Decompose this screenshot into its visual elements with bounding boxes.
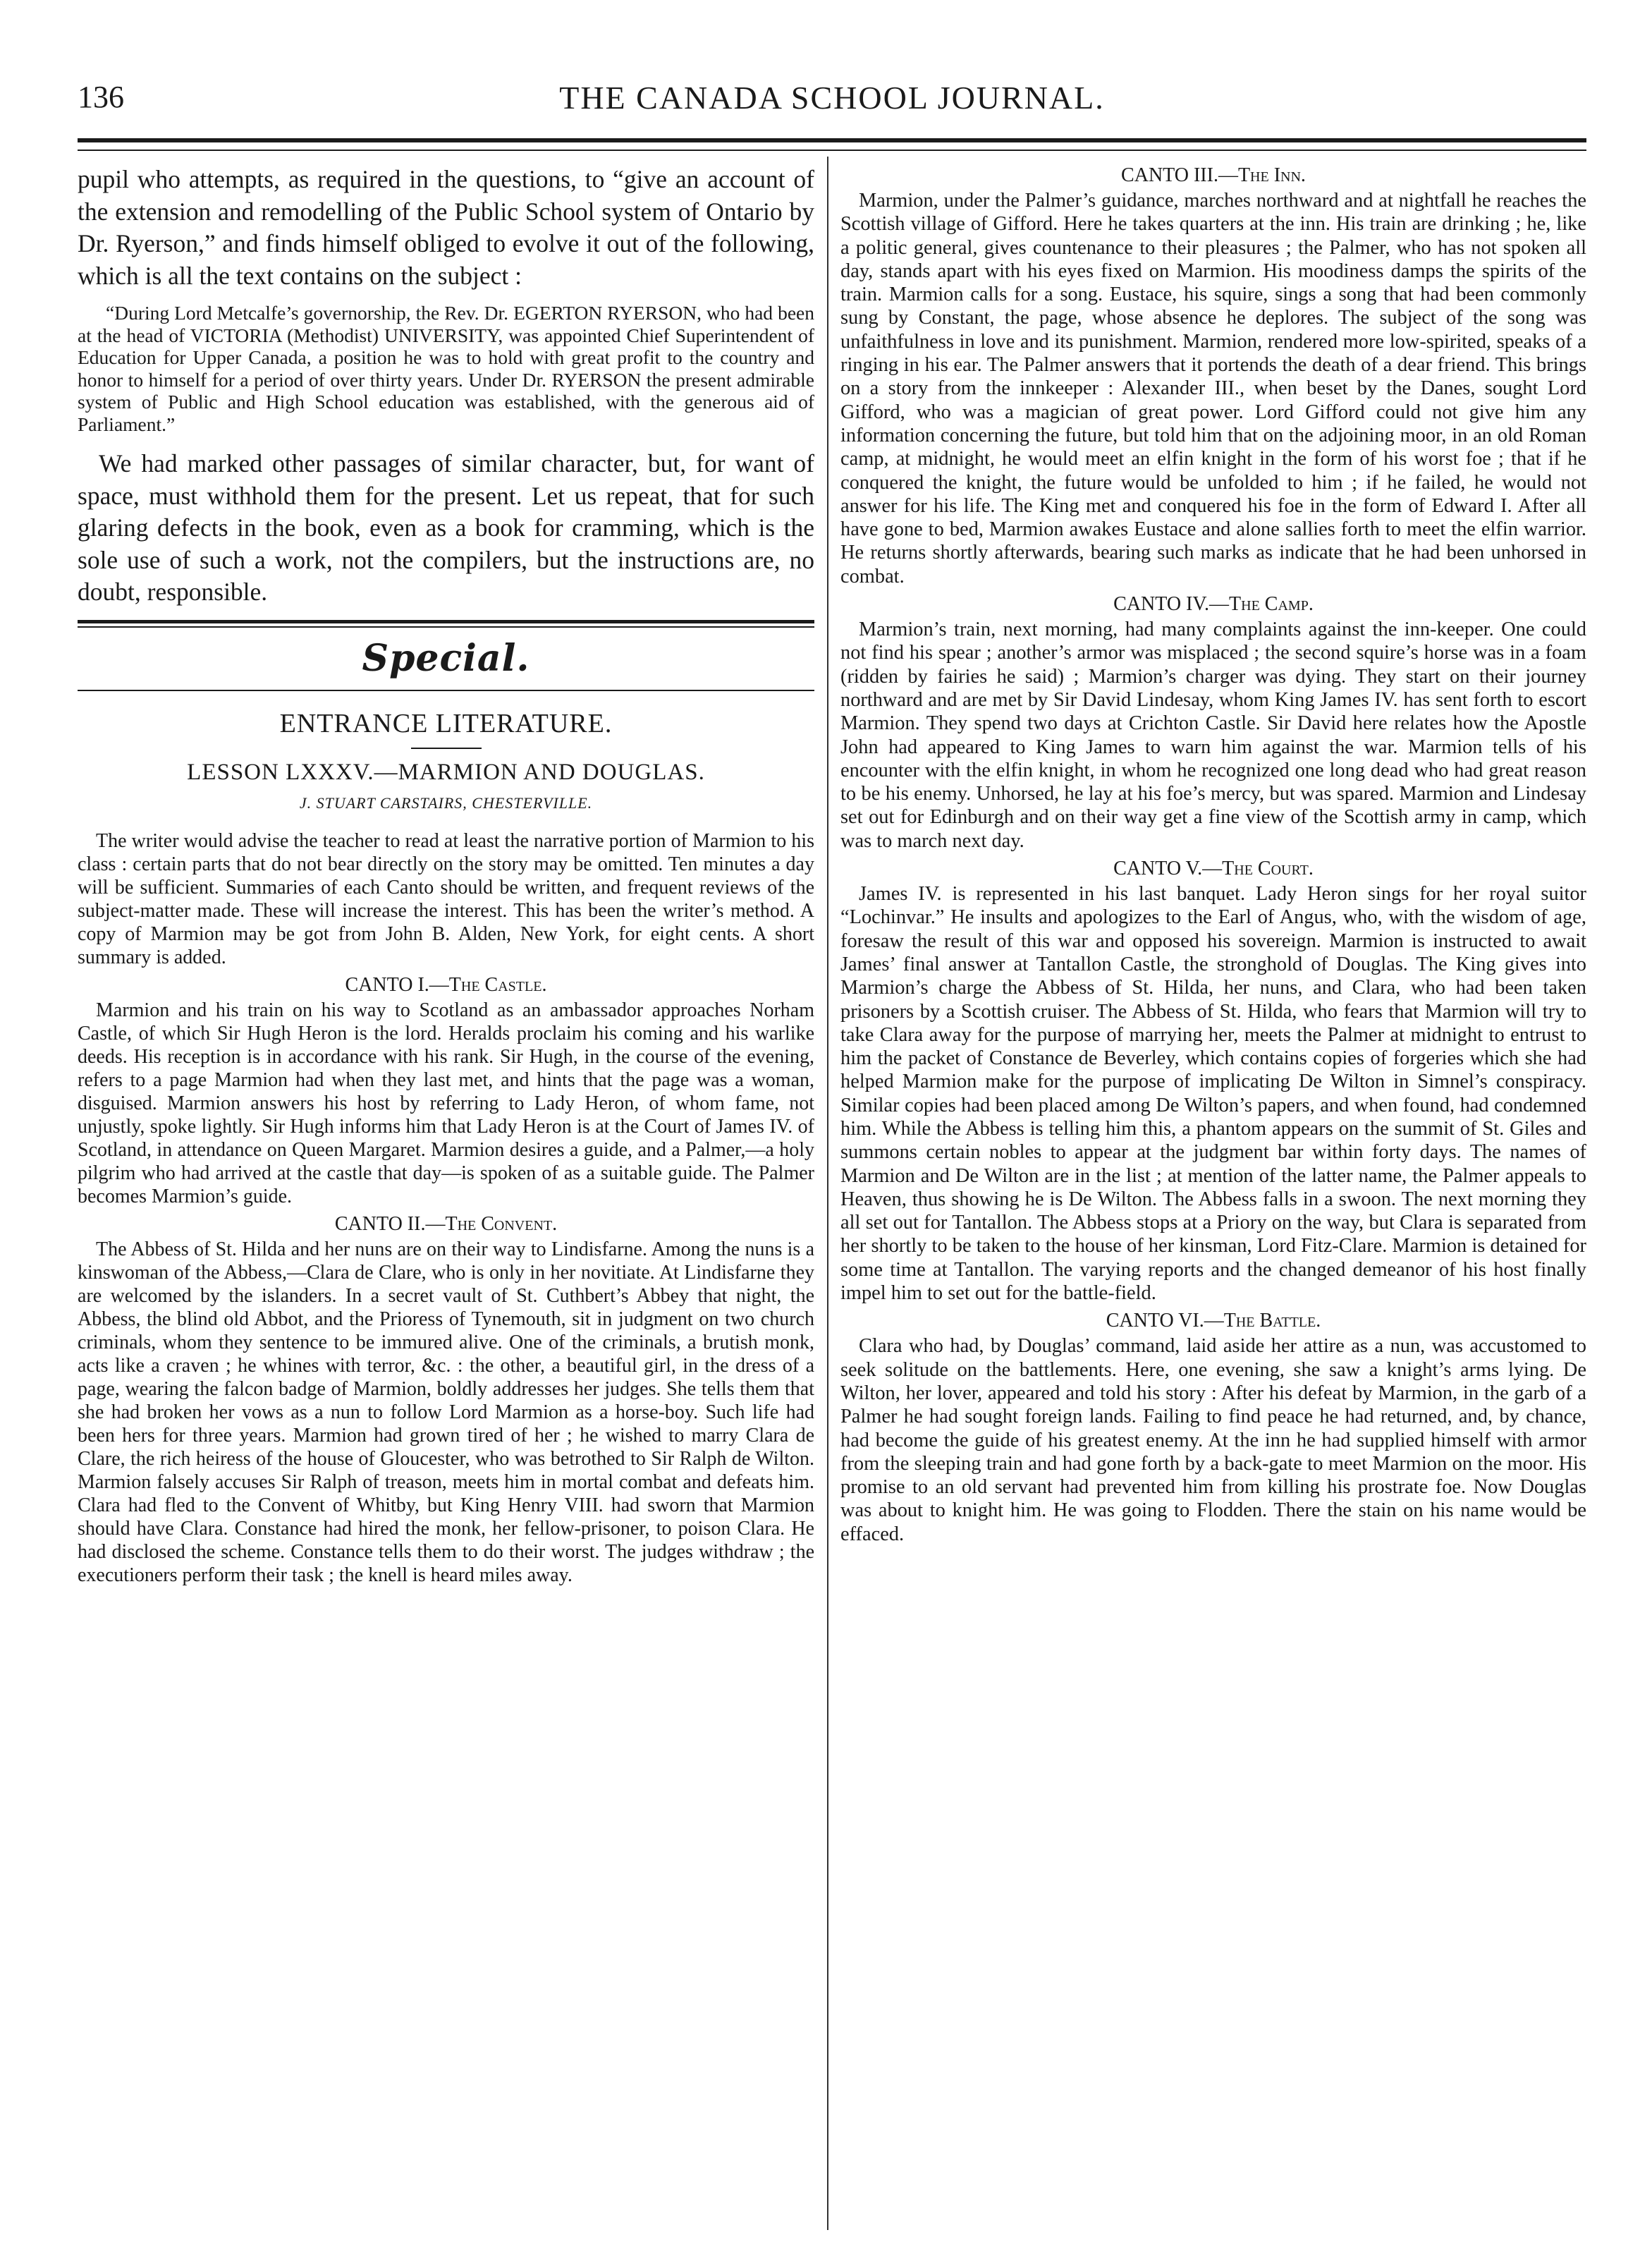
canto-1-heading: CANTO I.—The Castle. [345, 973, 547, 996]
canto-2-heading: CANTO II.—The Convent. [334, 1212, 558, 1235]
page-number: 136 [78, 80, 124, 114]
canto-4-text: Marmion’s train, next morning, had many complaints against the inn-keeper. One could not find his spear ; another’s armor was misplaced ; the second squire’s horse was in a foam (ridden by fairies he said) ; Marmion’s charger was dying. They start on their journey northward and are met by Sir David Lindesay, whom King James IV. has sent forth to escort Marmion. They spend two days at Crichton Castle. Sir David here relates how the Apostle John had appeared to King James to warn him against the war. Marmion tells of his encounter with the elfin knight, in whom he recognized one long dead who had great reason to be his enemy. Unhorsed, he lay at his foe’s mercy, but was spared. Marmion and Lindesay set out for Edinburgh and on their way get a fine view of the Scottish army in camp, which was to march next day. [840, 619, 1586, 852]
canto-3-heading: CANTO III.—The Inn. [1121, 164, 1306, 186]
section-rule-thick [78, 620, 814, 623]
header-rule-thick [78, 138, 1586, 142]
column-divider [827, 157, 828, 2230]
canto-6-text: Clara who had, by Douglas’ command, laid aside her attire as a nun, was accustomed to seek solitude on the battlements. Here, one evening, she saw a knight’s arms lying. De Wilton, her lover, appeared and told his story : After his defeat by Marmion, in the garb of a Palmer he had sought foreign lands. Failing to find peace he had returned, and, by chance, had become the guide of his greatest enemy. At the inn he had supplied himself with armor from the sleeping train and had gone forth by a back-gate to meet Marmion on the moor. His promise to an old servant had prevented him from killing his prostrate foe. Now Douglas was about to knight him. He was going to Flodden. There the stain on his name would be effaced. [840, 1335, 1586, 1545]
closing-paragraph: We had marked other passages of similar character, but, for want of space, must withhold them for the present. Let us repeat, that for such glaring defects in the book, even as a book for cramming, which is the sole use of such a work, not the compilers, but the instructions are, no doubt, responsible. [78, 449, 814, 606]
canto-5-heading: CANTO V.—The Court. [1113, 858, 1314, 880]
canto-2-text: The Abbess of St. Hilda and her nuns are on their way to Lindisfarne. Among the nuns is a kinswoman of the Abbess,—Clara de Clare, who is only in her novitiate. At Lindisfarne they are welcomed by the islanders. In a secret vault of St. Cuthbert’s Abbey that night, the Abbess, the blind old Abbot, and the Prioress of Tynemouth, sit in judgment on two church criminals, whom they sentence to be immured alive. One of the criminals, a brutish monk, acts like a craven ; he whines with terror, &c. : the other, a beautiful girl, in the dress of a page, wearing the falcon badge of Marmion, boldly addresses her judges. She tells them that she had broken her vows as a nun to follow Lord Marmion as a horse-boy. Such life had been hers for three years. Marmion had grown tired of her ; he wished to marry Clara de Clare, the rich heiress of the house of Gloucester, who was betrothed to Sir Ralph de Wilton. Marmion falsely accuses Sir Ralph of treason, meets him in mortal combat and defeats him. Clara had fled to the Convent of Whitby, but King Henry VIII. had sworn that Marmion should have Clara. Constance had hired the monk, her fellow-prisoner, to poison Clara. He had disclosed the scheme. Constance tells them to do their worst. The judges withdraw ; the executioners perform their task ; the knell is heard miles away. [78, 1238, 814, 1586]
lesson-title: LESSON LXXXV.—MARMION AND DOUGLAS. [187, 759, 705, 785]
running-title: THE CANADA SCHOOL JOURNAL. [559, 80, 1105, 116]
canto-3-text: Marmion, under the Palmer’s guidance, marches northward and at nightfall he reaches the Scottish village of Gifford. Here he takes quarters at the inn. His train are drinking ; he, like a politic general, gives countenance to their pleasures ; the Palmer, who has not spoken all day, stands apart with his eyes fixed on Marmion. His moodiness damps the spirits of the train. Marmion calls for a song. Eustace, his squire, sings a song that had been commonly sung by Constant, the page, whose absence he deplores. The subject of the song was unfaithfulness in love and its punishment. Marmion, rendered more low-spirited, speaks of a ringing in his ear. The Palmer answers that it portends the death of a dear friend. This brings on a story from the innkeeper : Alexander III., when beset by the Danes, sought Lord Gifford, who was a magician of great power. Lord Gifford could not give him any information concerning the future, but told him that on the adjoining moor, in an old Roman camp, at midnight, he would meet an elfin knight in the form of his worst foe ; that if he conquered the knight, the future would be unfolded to him ; if he failed, he would not answer for his life. The King met and conquered his foe in the form of Edward I. After all have gone to bed, Marmion awakes Eustace and alone sallies forth to meet the elfin warrior. He returns shortly afterwards, bearing such marks as indicate that he had been unhorsed in combat. [840, 190, 1586, 587]
title-rule [411, 748, 482, 749]
header-rule-thin [78, 150, 1586, 151]
section-rule-thin [78, 626, 814, 628]
intro-paragraph: pupil who attempts, as required in the questions, to “give an account of the extension and remodelling of the Public School system of Ontario by Dr. Ryerson,” and finds himself obliged to evolve it out of the following, which is all the text contains on the subject : [78, 165, 814, 290]
canto-6-heading: CANTO VI.—The Battle. [1106, 1310, 1321, 1332]
ryerson-quote: “During Lord Metcalfe’s governorship, the Rev. Dr. EGERTON RYERSON, who had been at the head of VICTORIA (Methodist) UNIVERSITY, was appointed Chief Superintendent of Education for Upper Canada, a position he was to hold with great profit to the country and honor to himself for a period of over thirty years. Under Dr. RYERSON the present admirable system of Public and High School education was established, with the generous aid of Parliament.” [78, 302, 814, 435]
canto-5-text: James IV. is represented in his last banquet. Lady Heron sings for her royal suitor “Lochinvar.” He insults and apologizes to the Earl of Angus, who, with the wisdom of age, foresaw the result of this war and opposed his sovereign. Marmion is instructed to await James’ final answer at Tantallon Castle, the stronghold of Douglas. The King gives into Marmion’s charge the Abbess of St. Hilda, her nuns, and Clara, who had been taken prisoners by a Scottish cruiser. The Abbess of St. Hilda, who fears that Marmion will try to take Clara away for the purpose of marrying her, meets the Palmer at midnight to entrust to him the packet of Constance de Beverley, which contains copies of forgeries which she had helped Marmion make for the purpose of implicating De Wilton in Simnel’s conspiracy. Similar copies had been placed among De Wilton’s papers, and when found, had condemned him. While the Abbess is telling him this, a phantom appears on the summit of St. Giles and summons certain nobles to appear at the judgment bar within forty days. The names of Marmion and De Wilton are in the list ; at mention of the latter name, the Palmer appeals to Heaven, thus showing he is De Wilton. The Abbess falls in a swoon. The next morning they all set out for Tantallon. The Abbess stops at a Priory on the way, but Clara is separated from her shortly to be taken to the house of her kinsman, Lord Fitz-Clare. Marmion is detained for some time at Tantallon. The varying reports and the changed demeanor of his host finally impel him to set out for the battle-field. [840, 883, 1586, 1305]
section-title: Special. [362, 636, 530, 680]
author-byline: J. STUART CARSTAIRS, CHESTERVILLE. [299, 793, 593, 812]
page-header [78, 79, 1586, 128]
canto-1-text: Marmion and his train on his way to Scotland as an ambassador approaches Norham Castle, of which Sir Hugh Heron is the lord. Heralds proclaim his coming and his warlike deeds. His reception is in accordance with his rank. Sir Hugh, in the course of the evening, refers to a page Marmion had when they last met, and hints that the page was a woman, disguised. Marmion answers his host by referring to Lady Heron, of whom fame, not unjustly, spoke lightly. Sir Hugh informs him that Lady Heron is at the Court of James IV. of Scotland, in attendance on Queen Margaret. Marmion desires a guide, and a Palmer,—a holy pilgrim who had arrived at the castle that day—is spoken of as a suitable guide. The Palmer becomes Marmion’s guide. [78, 999, 814, 1207]
right-column [840, 164, 1586, 1546]
article-title: ENTRANCE LITERATURE. [279, 708, 613, 738]
canto-4-heading: CANTO IV.—The Camp. [1113, 593, 1314, 616]
left-column [78, 164, 814, 1587]
section-rule-bottom [78, 690, 814, 691]
advice-paragraph: The writer would advise the teacher to read at least the narrative portion of Marmion to his class : certain parts that do not bear directly on the story may be omitted. Ten minutes a day will be sufficient. Summaries of each Canto should be written, and frequent reviews of the subject-matter made. These will increase the interest. This has been the writer’s method. A copy of Marmion may be got from John B. Alden, New York, for eight cents. A short summary is added. [78, 829, 814, 968]
